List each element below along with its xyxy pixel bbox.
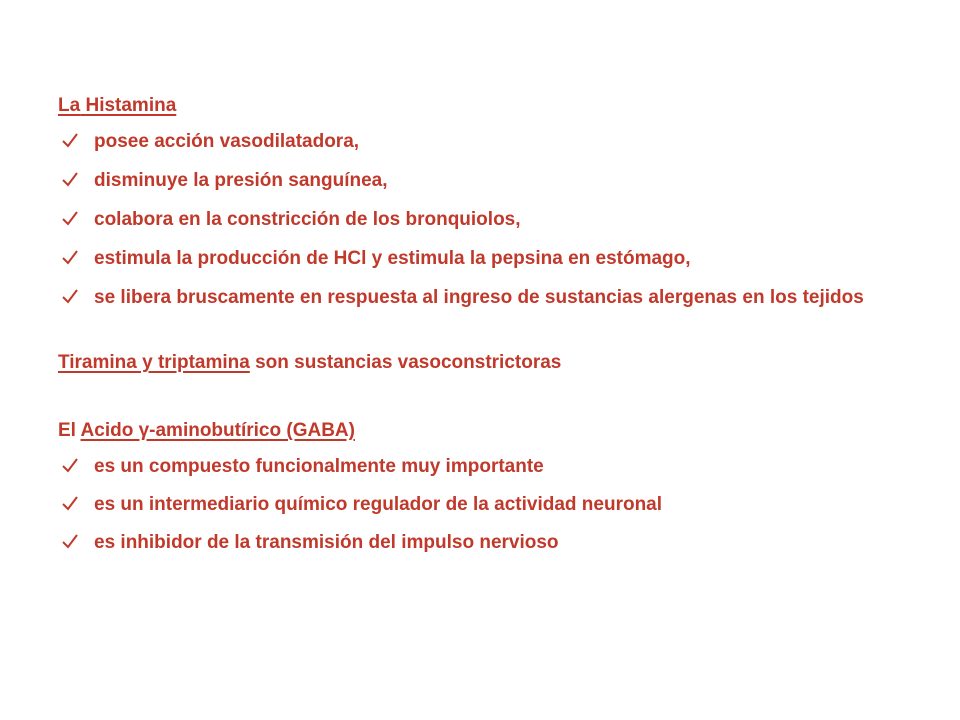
histamina-heading (58, 94, 908, 118)
list-item (58, 247, 908, 271)
list-item (58, 493, 908, 517)
gaba-lead: El (58, 420, 76, 441)
list-item-text: es un intermediario químico regulador de la actividad neuronal (94, 494, 663, 515)
check-mark-icon (60, 493, 80, 513)
gaba-title: Acido γ-aminobutírico (GABA) (80, 420, 355, 441)
list-item-text: colabora en la constricción de los bronquiolos, (94, 209, 521, 230)
list-item (58, 286, 908, 310)
check-mark-icon (60, 130, 80, 150)
tiramina-text: son sustancias vasoconstrictoras (255, 352, 562, 373)
check-mark-icon (60, 208, 80, 228)
tiramina-title: Tiramina y triptamina (58, 352, 250, 373)
slide-content (58, 94, 908, 569)
list-item-text: es un compuesto funcionalmente muy importante (94, 456, 544, 477)
check-mark-icon (60, 169, 80, 189)
list-item-text: es inhibidor de la transmisión del impulso nervioso (94, 532, 559, 553)
list-item-text: estimula la producción de HCl y estimula la pepsina en estómago, (94, 248, 691, 269)
check-mark-icon (60, 531, 80, 551)
tiramina-paragraph (58, 351, 908, 375)
list-item-text: se libera bruscamente en respuesta al ingreso de sustancias alergenas en los tejidos (94, 287, 864, 308)
list-item-text: disminuye la presión sanguínea, (94, 170, 388, 191)
histamina-lead: La Histamina (58, 95, 177, 116)
list-item (58, 169, 908, 193)
list-item (58, 130, 908, 154)
list-item (58, 531, 908, 555)
histamina-list (58, 130, 908, 310)
check-mark-icon (60, 455, 80, 475)
list-item (58, 208, 908, 232)
check-mark-icon (60, 286, 80, 306)
check-mark-icon (60, 247, 80, 267)
gaba-heading (58, 419, 908, 443)
list-item (58, 455, 908, 479)
gaba-list (58, 455, 908, 555)
list-item-text: posee acción vasodilatadora, (94, 131, 360, 152)
